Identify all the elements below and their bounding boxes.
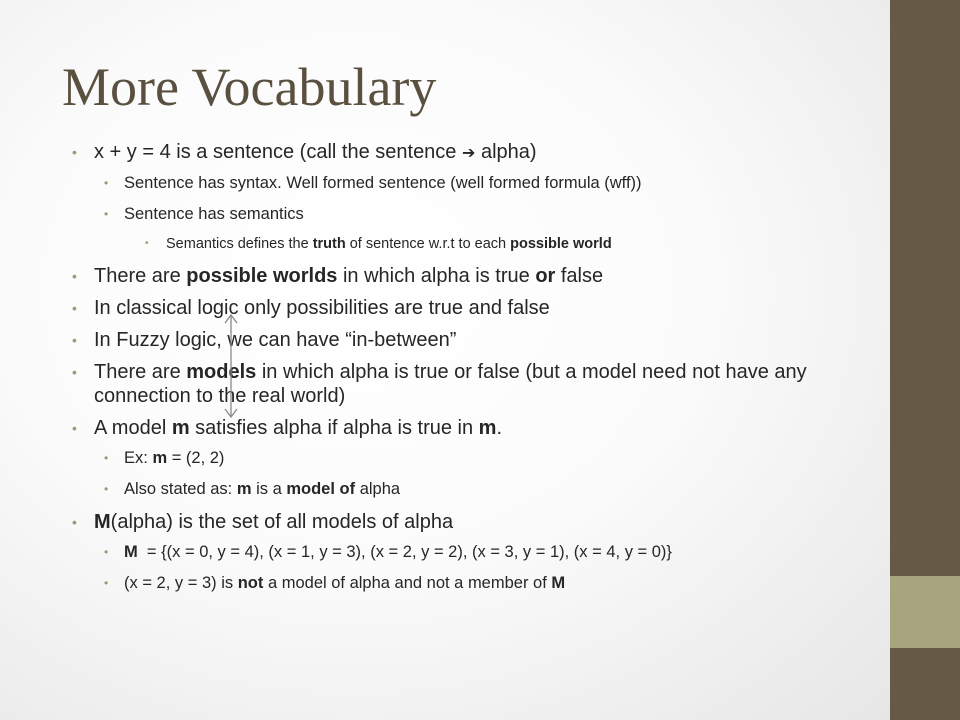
bullet-text: (x = 2, y = 3) is (124, 574, 238, 592)
bullet-set-of-models (72, 510, 882, 534)
bullet-text: In classical logic only possibilities are true and false (94, 297, 550, 319)
bullet-text: x + y = 4 is a sentence (call the sentence (94, 141, 462, 163)
bold-text: models (186, 361, 257, 383)
bullet-text: in which alpha is true or false (but a model need not have any connection to the real world) (94, 361, 807, 407)
sub-bullet-model-set (72, 542, 882, 562)
bullet-text: There are (94, 361, 187, 383)
double-headed-arrow-icon (221, 312, 241, 420)
bullet-text: is a (251, 480, 287, 498)
bold-text: M (94, 511, 111, 533)
bold-text: m (478, 417, 497, 439)
sub-bullet-example (72, 448, 882, 468)
bullet-text: . (496, 417, 503, 439)
slide-title: More Vocabulary (62, 57, 437, 117)
bullet-text: (alpha) is the set of all models of alpha (110, 511, 454, 533)
bold-text: M (551, 574, 566, 592)
bold-text: M (124, 543, 138, 561)
bold-text: truth (312, 236, 346, 252)
bold-text: m (171, 417, 190, 439)
sidebar-decoration-top (890, 0, 960, 576)
bullet-text: In Fuzzy logic, we can have “in-between” (94, 329, 457, 351)
bullet-sentence (72, 140, 882, 165)
sidebar-decoration-bottom (890, 648, 960, 720)
bullet-text: Sentence has semantics (124, 205, 304, 223)
sub-bullet-semantics (72, 204, 882, 224)
right-arrow-icon: ➔ (462, 143, 476, 162)
bullet-text: Sentence has syntax. Well formed sentence (well formed formula (wff)) (124, 174, 642, 192)
bold-text: possible world (510, 236, 612, 252)
bold-text: model (286, 480, 335, 498)
bullet-possible-worlds (72, 264, 882, 288)
bold-text: not (237, 574, 264, 592)
bullet-fuzzy-logic (72, 328, 882, 352)
bullet-list (72, 140, 882, 593)
slide-body (72, 140, 882, 604)
bullet-text: Semantics defines the (166, 236, 313, 252)
sub-bullet-syntax (72, 173, 882, 193)
bold-text: of (339, 480, 356, 498)
sub-bullet-not-a-model (72, 573, 882, 593)
bullet-text: Ex: (124, 449, 153, 467)
bullet-text: = {(x = 0, y = 4), (x = 1, y = 3), (x = 2, y = 2), (x = 3, y = 1), (x = 4, y = 0)} (137, 543, 672, 561)
bold-text: m (152, 449, 168, 467)
bold-text: m (236, 480, 252, 498)
bullet-text: alpha (355, 480, 401, 498)
bullet-models (72, 360, 869, 408)
bullet-text: Also stated as: (124, 480, 237, 498)
bullet-text: = (2, 2) (167, 449, 225, 467)
sub-bullet-also-stated (72, 479, 882, 499)
bullet-text: in which alpha is true (337, 265, 536, 287)
bullet-text: A model (94, 417, 172, 439)
bullet-classical-logic (72, 296, 882, 320)
bold-text: possible worlds (186, 265, 338, 287)
bullet-text: alpha) (475, 141, 537, 163)
sub-sub-bullet-truth (72, 235, 882, 253)
bullet-text: false (555, 265, 604, 287)
bullet-model-satisfies (72, 416, 882, 440)
bullet-text: of sentence w.r.t to each (345, 236, 511, 252)
bold-text: or (535, 265, 556, 287)
bullet-text: a model of alpha and not a member of (263, 574, 552, 592)
bullet-text: There are (94, 265, 187, 287)
sidebar-decoration-accent (890, 576, 960, 648)
bullet-text: satisfies alpha if alpha is true in (189, 417, 479, 439)
